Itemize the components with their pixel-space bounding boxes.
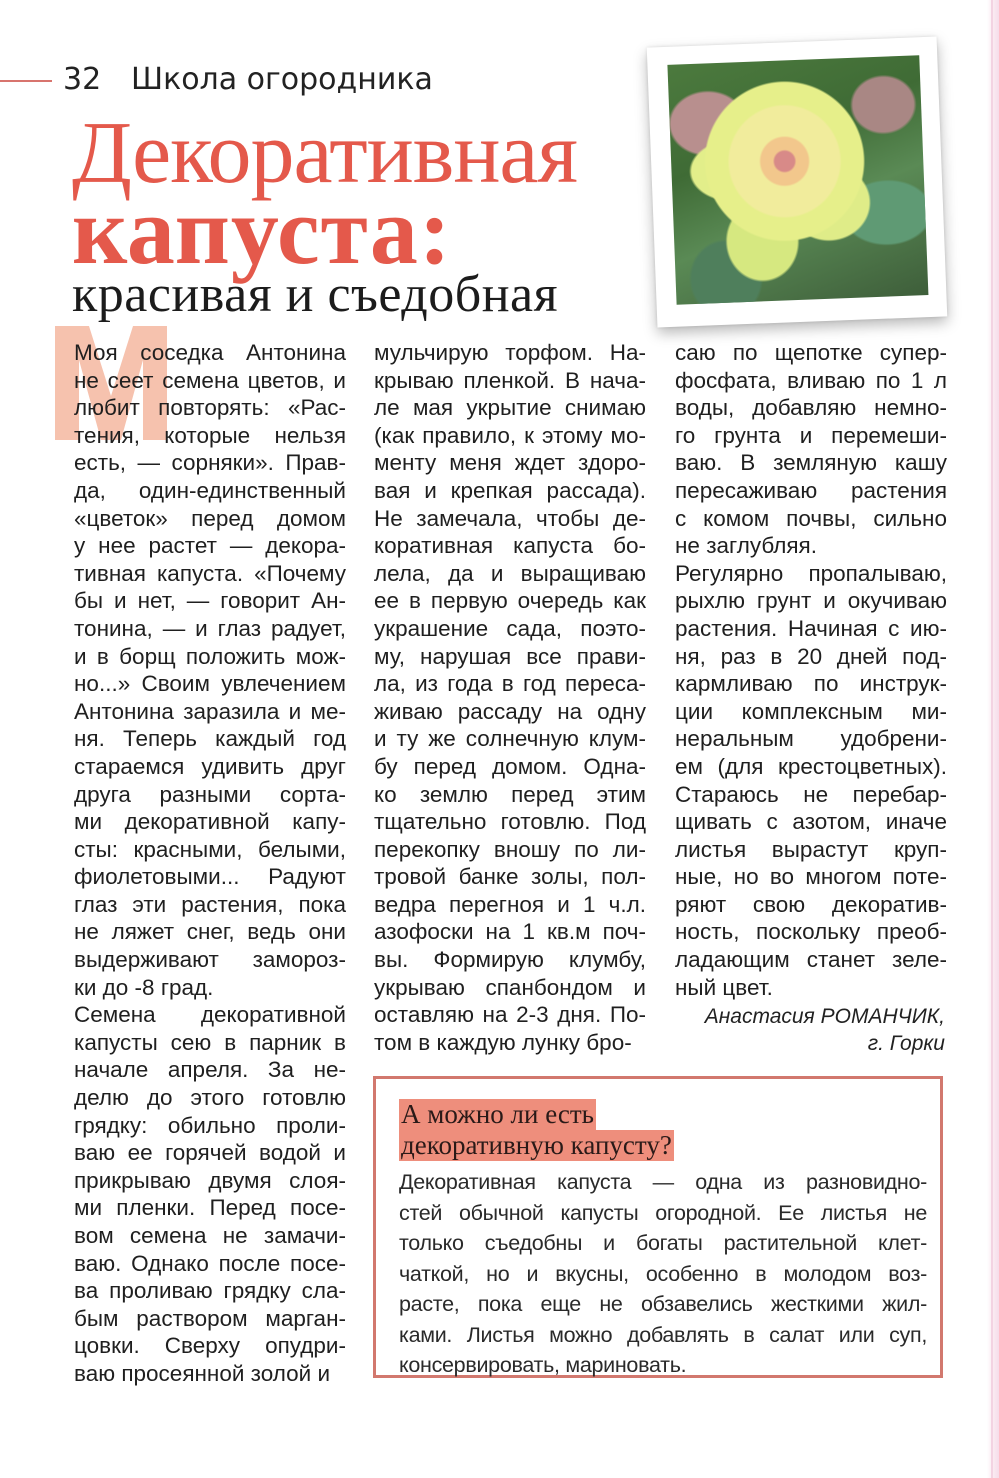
sidebar-text-line: консервировать, мариновать.	[399, 1353, 687, 1377]
text-line: ваю просеянной золой и	[74, 1360, 331, 1386]
text-line: но...» Своим увлечением	[74, 671, 346, 697]
text-line: любит повторять: «Рас-	[74, 395, 346, 421]
text-line: делю до этого готовлю	[74, 1085, 346, 1111]
article-title-line2: капуста:	[72, 177, 452, 284]
text-line: Антонина заразила и ме-	[74, 698, 346, 724]
text-line: Семена декоративной	[74, 1002, 346, 1028]
article-column-2	[374, 339, 646, 1056]
page-number: 32	[63, 62, 102, 97]
text-line: «цветок» перед домом	[74, 505, 346, 531]
text-line: тения, которые нельзя	[74, 422, 346, 448]
text-line: сты: красными, белыми,	[74, 836, 346, 862]
text-line: Регулярно пропалываю,	[675, 560, 947, 586]
text-line: оставляю на 2-3 дня. По-	[374, 1002, 646, 1028]
text-line: тровой банке золы, пол-	[374, 864, 646, 890]
author-location: г. Горки	[867, 1032, 945, 1055]
text-line: ее в первую очередь как	[374, 588, 646, 614]
text-line: глаз эти растения, пока	[74, 891, 346, 917]
text-line: листья вырастут круп-	[675, 836, 947, 862]
text-line: живаю рассаду на одну	[374, 698, 646, 724]
text-line: ный цвет.	[675, 974, 773, 1000]
text-line: азофоски на 1 кв.м поч-	[374, 919, 646, 945]
text-line: ня, раз в 20 дней под-	[675, 643, 947, 669]
text-line: ми пленки. Перед посе-	[74, 1195, 346, 1221]
article-column-1	[74, 339, 346, 1388]
sidebar-title-line1: А можно ли есть	[401, 1099, 594, 1129]
text-line: мульчирую торфом. На-	[374, 340, 646, 365]
cabbage-photo-frame	[647, 37, 948, 328]
text-line: бу перед домом. Одна-	[374, 753, 646, 779]
sidebar-text-line: только съедобны и богаты растительной клет-	[399, 1231, 927, 1255]
text-line: и в борщ положить мож-	[74, 643, 346, 669]
text-line: пересаживаю растения	[675, 477, 947, 503]
header-rule	[0, 80, 52, 82]
text-line: ции комплексным ми-	[675, 698, 947, 724]
text-line: ко землю перед этим	[374, 781, 646, 807]
text-line: ность, поскольку преоб-	[675, 919, 947, 945]
text-line: (как правило, к этому мо-	[374, 422, 646, 448]
text-line: ми декоративной капу-	[74, 809, 346, 835]
text-line: да, один-единственный	[74, 477, 346, 503]
text-line: му, нарушая все прави-	[374, 643, 646, 669]
text-line: начале апреля. За не-	[74, 1057, 346, 1083]
text-line: вая и крепкая рассада).	[374, 477, 646, 503]
text-line: у нее растет — декора-	[74, 533, 346, 559]
text-line: неральным удобрени-	[675, 726, 947, 752]
text-line: го грунта и перемеши-	[675, 422, 947, 448]
text-line: ки до -8 град.	[74, 974, 214, 1000]
text-line: тонина, — и глаз радует,	[74, 615, 346, 641]
text-line: друга разными сорта-	[74, 781, 346, 807]
text-line: ряют свою декоратив-	[675, 891, 947, 917]
text-line: не сеет семена цветов, и	[74, 367, 346, 393]
text-line: тщательно готовлю. Под	[374, 809, 646, 835]
text-line: цовки. Сверху опудри-	[74, 1333, 346, 1359]
text-line: менту меня ждет здоро-	[374, 450, 646, 476]
sidebar-text-line: ками. Листья можно добавлять в салат или суп,	[399, 1322, 927, 1347]
text-line: Не замечала, чтобы де-	[374, 505, 646, 531]
text-line: украшение сада, поэто-	[374, 615, 646, 641]
text-line: ем (для крестоцветных).	[675, 753, 947, 779]
section-name: Школа огородника	[131, 62, 433, 97]
text-line: ваю. Однако после посе-	[74, 1250, 346, 1276]
text-line: щивать с азотом, иначе	[675, 809, 947, 835]
text-line: прикрываю двумя слоя-	[74, 1167, 346, 1193]
text-line: ва проливаю грядку сла-	[74, 1278, 346, 1304]
sidebar-text-line: Декоративная капуста — одна из разновидно-	[399, 1170, 927, 1194]
text-line: грядку: обильно проли-	[74, 1112, 346, 1138]
sidebar-body	[399, 1167, 927, 1381]
text-line: вом семена не замачи-	[74, 1223, 346, 1248]
text-line: рыхлю грунт и окучиваю	[675, 588, 947, 614]
text-line: Стараюсь не перебар-	[675, 781, 947, 807]
text-line: стараемся удивить друг	[74, 753, 346, 779]
text-line: не ляжет снег, ведь они	[74, 919, 346, 945]
sidebar-box	[373, 1076, 943, 1378]
text-line: том в каждую лунку бро-	[374, 1029, 632, 1055]
text-line: укрываю спанбондом и	[374, 974, 646, 1000]
article-column-3	[675, 339, 947, 1001]
text-line: Моя соседка Антонина	[74, 340, 346, 365]
page-edge	[987, 0, 999, 1478]
text-line: воды, добавляю немно-	[675, 395, 947, 421]
text-line: фиолетовыми... Радуют	[74, 864, 346, 890]
text-line: ла, из года в год переса-	[374, 671, 646, 697]
text-line: ле мая укрытие снимаю	[374, 395, 646, 421]
sidebar-text-line: стей обычной капусты огородной. Ее листья не	[399, 1200, 927, 1225]
text-line: вы. Формирую клумбу,	[374, 947, 646, 973]
text-line: и ту же солнечную клум-	[374, 726, 646, 752]
text-line: ладающим станет зеле-	[675, 947, 947, 973]
article-title-line1: Декоративная	[72, 105, 577, 202]
text-line: ные, но во многом поте-	[675, 864, 947, 890]
text-line: ваю. В земляную кашу	[675, 450, 947, 476]
sidebar-title-line2: декоративную капусту?	[401, 1130, 672, 1160]
author-name: Анастасия РОМАНЧИК,	[704, 1005, 945, 1028]
text-line: бым раствором марган-	[74, 1305, 346, 1331]
text-line: ня. Теперь каждый год	[74, 726, 346, 752]
text-line: бы и нет, — говорит Ан-	[74, 588, 346, 614]
author-signature	[705, 1003, 945, 1057]
text-line: не заглубляя.	[675, 533, 817, 559]
text-line: лела, да и выращиваю	[374, 560, 646, 586]
text-line: ведра перегноя и 1 ч.л.	[374, 891, 646, 917]
text-line: с комом почвы, сильно	[675, 505, 947, 531]
text-line: фосфата, вливаю по 1 л	[675, 367, 947, 393]
text-line: кармливаю по инструк-	[675, 671, 947, 697]
text-line: капусты сею в парник в	[74, 1029, 346, 1055]
text-line: саю по щепотке супер-	[675, 340, 947, 365]
text-line: выдерживают замороз-	[74, 947, 346, 973]
text-line: тивная капуста. «Почему	[74, 560, 346, 586]
sidebar-text-line: чаткой, но и вкусны, особенно в молодом воз-	[399, 1261, 927, 1286]
text-line: растения. Начиная с ию-	[675, 615, 947, 641]
text-line: перекопку вношу по ли-	[374, 836, 646, 862]
text-line: есть, — сорняки». Прав-	[74, 450, 346, 476]
sidebar-text-line: расте, пока еще не обзавелись жесткими жил-	[399, 1292, 927, 1316]
text-line: коративная капуста бо-	[374, 533, 646, 559]
article-subtitle: красивая и съедобная	[72, 266, 559, 323]
text-line: крываю пленкой. В нача-	[374, 367, 646, 393]
cabbage-photo	[667, 55, 928, 304]
sidebar-title	[399, 1099, 674, 1161]
text-line: ваю ее горячей водой и	[74, 1140, 346, 1166]
